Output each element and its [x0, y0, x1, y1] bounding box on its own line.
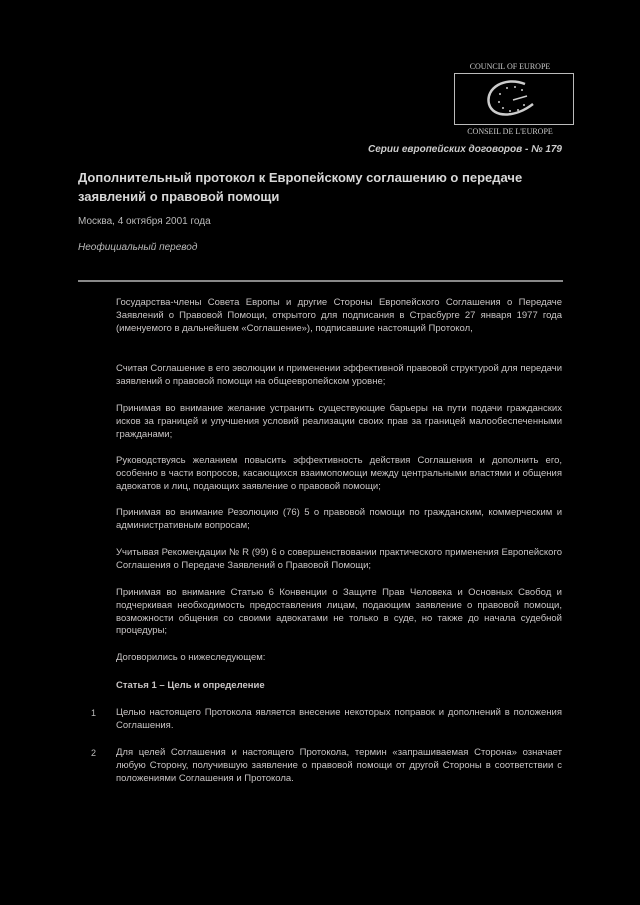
header-divider: [78, 280, 563, 282]
preamble-paragraph: Руководствуясь желанием повысить эффективность действия Соглашения и дополнить его, особенно в части вопросов, касающихся взаимопомощи между центральными властями и общения адвокатов и лиц, подающих заявление о правовой помощи;: [116, 455, 562, 492]
preamble-paragraph: Принимая во внимание Статью 6 Конвенции о Защите Прав Человека и Основных Свобод и подчеркивая необходимость предоставления лицам, подающим заявление о правовой помощи, возможности общения со своими адвокатами не только в суде, но также до начала судебной процедуры;: [116, 587, 562, 637]
document-date: Москва, 4 октября 2001 года: [78, 216, 211, 227]
article-heading: Статья 1 – Цель и определение: [116, 680, 265, 691]
document-title: Дополнительный протокол к Европейскому соглашению о передаче заявлений о правовой помощи: [78, 170, 523, 204]
item-number: 1: [91, 708, 97, 718]
council-of-europe-logo: [454, 73, 574, 125]
preamble-paragraph: Принимая во внимание желание устранить существующие барьеры на пути подачи гражданских исков за границей и улучшения условий реализации своих прав за границей малообеспеченными гражданами;: [116, 403, 562, 440]
preamble-paragraph: Государства-члены Совета Европы и другие Стороны Европейского Соглашения о Передаче Заявлений о Правовой Помощи, открытого для подписания в Страсбурге 27 января 1977 года (именуемого в дальнейшем «Соглашение»), подписавшие настоящий Протокол,: [116, 297, 562, 334]
preamble-paragraph: Учитывая Рекомендации № R (99) 6 о совершенствовании практического применения Европейского Соглашения о Передаче Заявлений о Правовой Помощи;: [116, 547, 562, 571]
logo-bottom-text: CONSEIL DE L'EUROPE: [467, 127, 553, 136]
unofficial-translation-note: Неофициальный перевод: [78, 242, 198, 253]
preamble-paragraph: Договорились о нижеследующем:: [116, 652, 266, 663]
treaty-series: Серии европейских договоров - № 179: [367, 144, 562, 155]
logo-top-text: COUNCIL OF EUROPE: [469, 62, 551, 71]
article-item: Для целей Соглашения и настоящего Протокола, термин «запрашиваемая Сторона» означает любую Сторону, получившую заявление о правовой помощи от другой Стороны в соответствии с положениями Соглашения и Протокола.: [116, 747, 562, 784]
item-number: 2: [91, 748, 97, 758]
preamble-paragraph: Принимая во внимание Резолюцию (76) 5 о правовой помощи по гражданским, коммерческим и административным вопросам;: [116, 507, 562, 531]
council-logo-emblem-icon: [455, 74, 573, 124]
article-item: Целью настоящего Протокола является внесение некоторых поправок и дополнений в положения Соглашения.: [116, 707, 562, 731]
preamble-paragraph: Считая Соглашение в его эволюции и применении эффективной правовой структурой для передачи заявлений о правовой помощи на общеевропейском уровне;: [116, 363, 562, 387]
